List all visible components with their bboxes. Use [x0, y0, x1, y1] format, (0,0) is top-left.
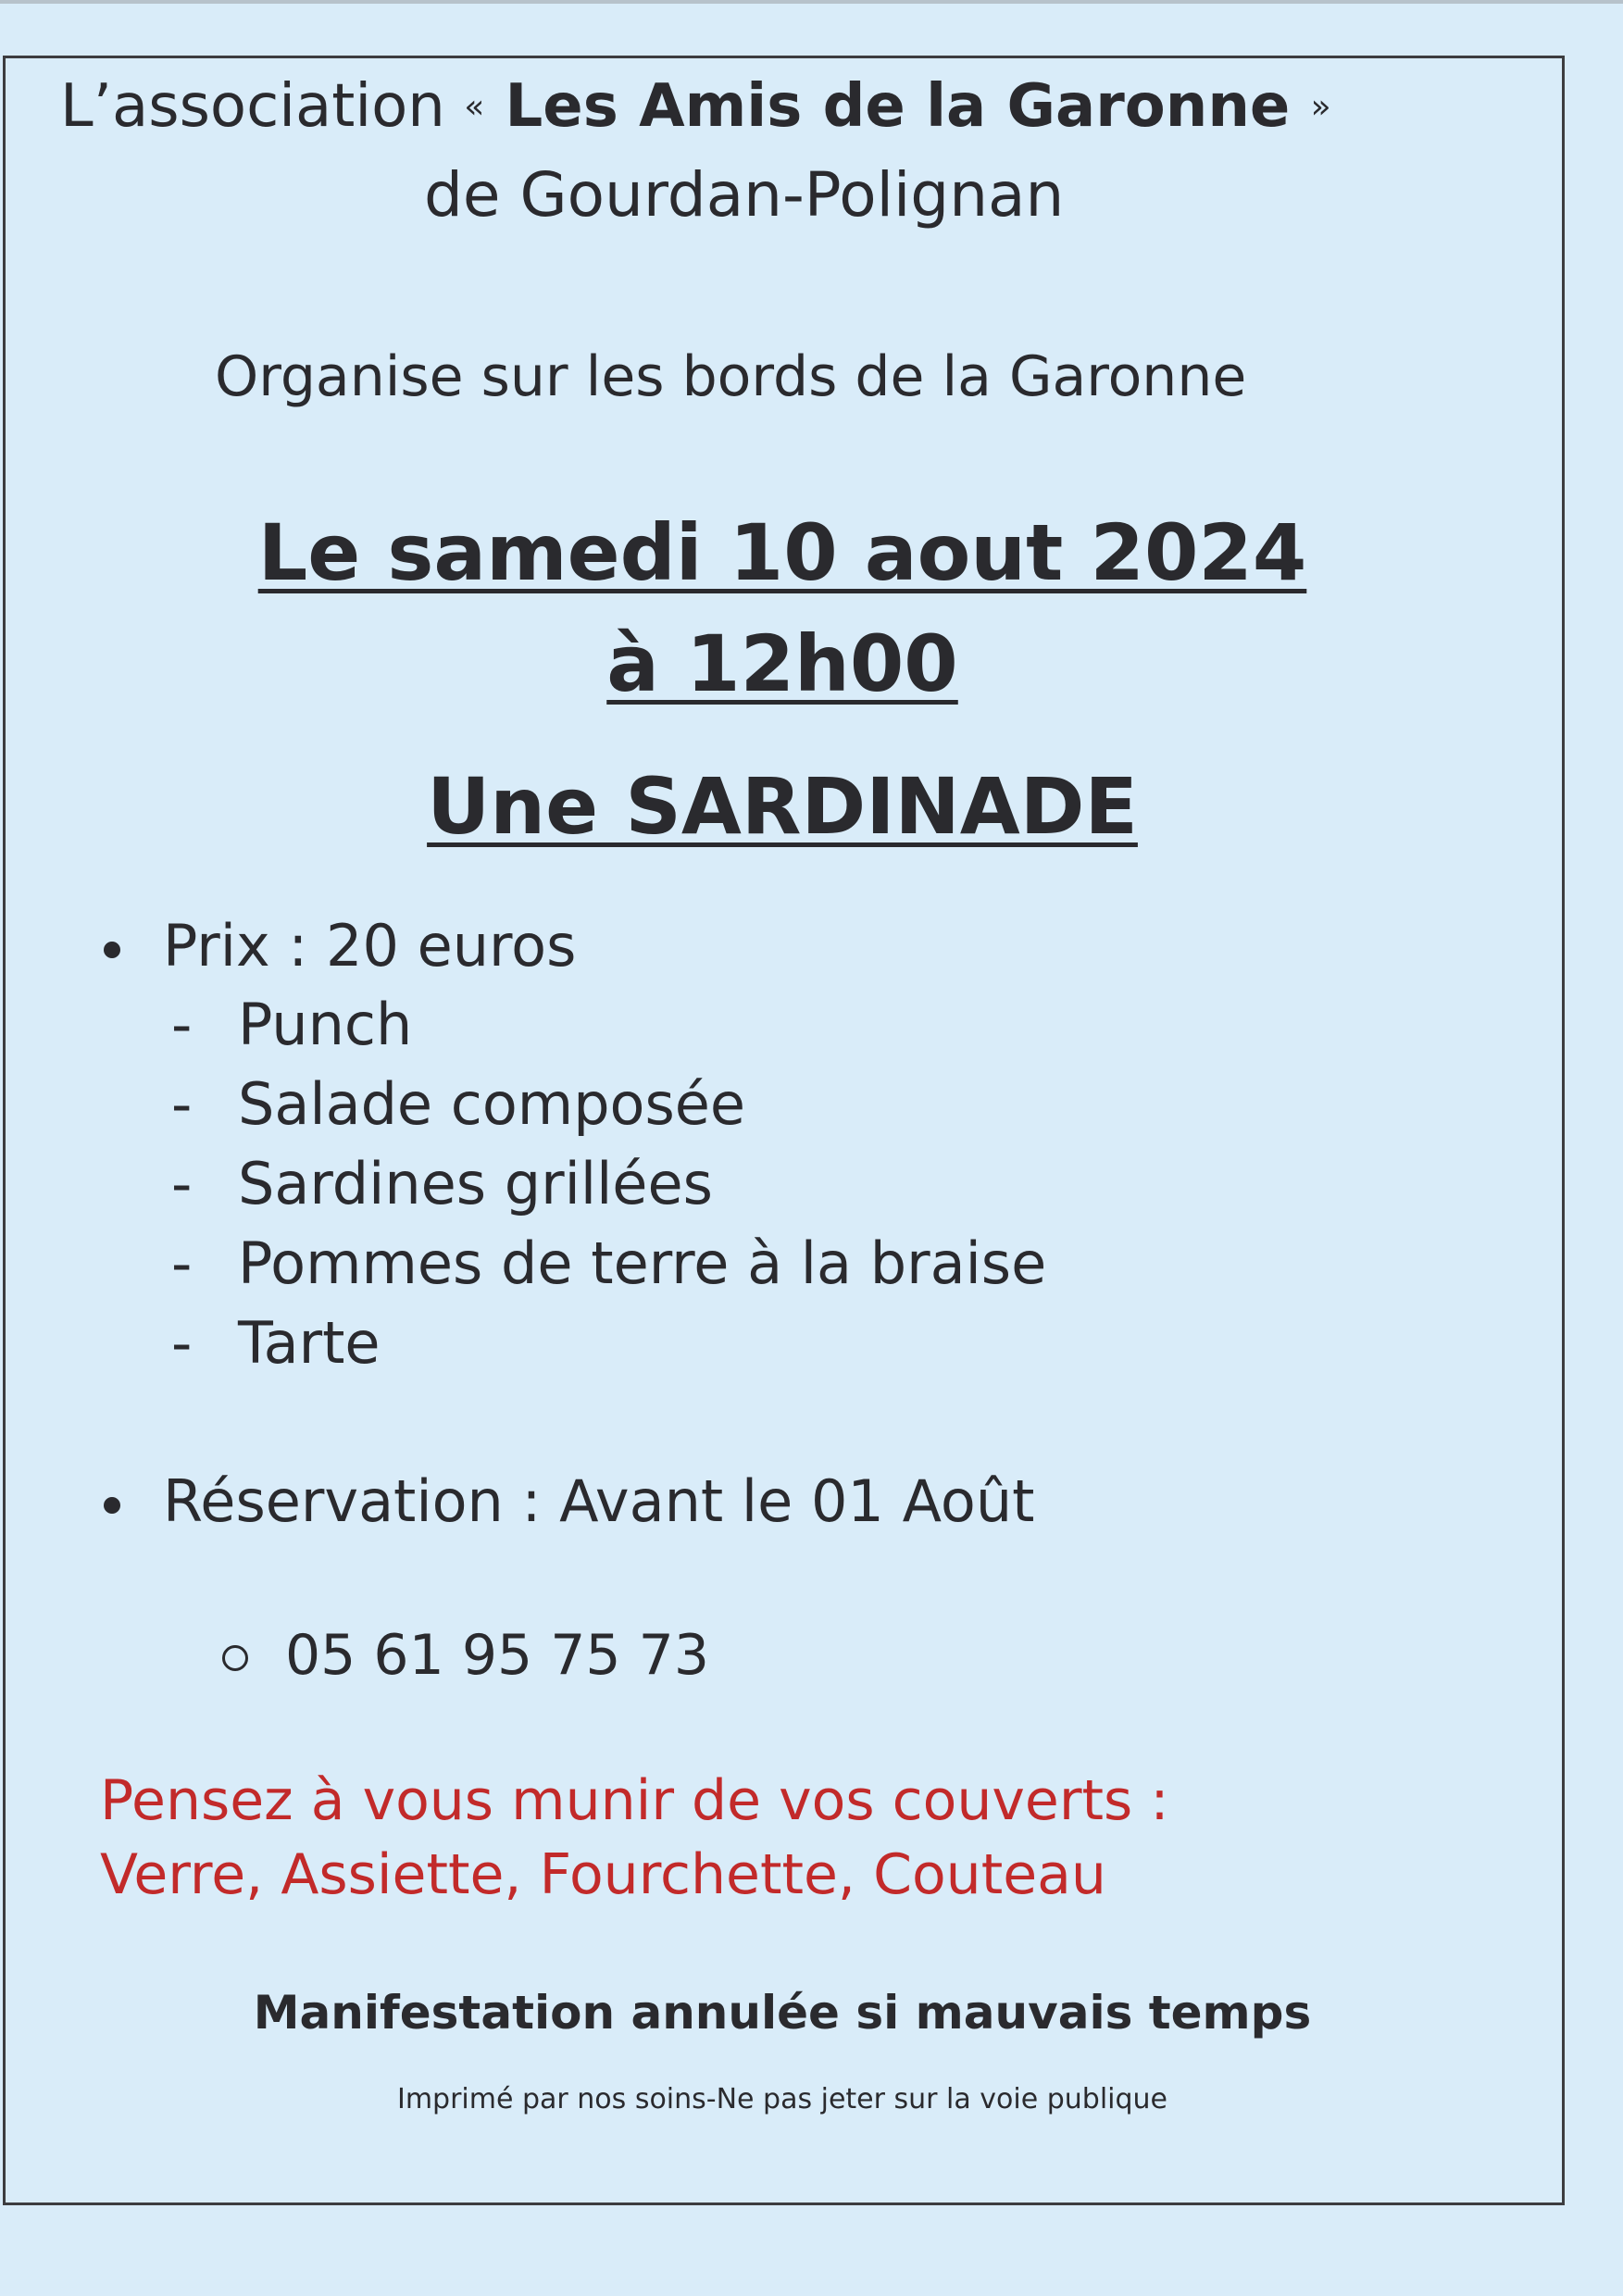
association-location: de Gourdan-Polignan [424, 159, 1065, 231]
menu-item-label: Salade composée [238, 1070, 746, 1138]
event-time [0, 618, 1565, 709]
menu-item [171, 991, 412, 1058]
printed-note: Imprimé par nos soins-Ne pas jeter sur la voie publique [396, 2083, 1168, 2115]
reservation-label: Réservation : Avant le 01 Août [163, 1467, 1035, 1535]
menu-item [171, 1150, 713, 1217]
phone-number: 05 61 95 75 73 [285, 1623, 710, 1688]
menu-item-label: Tarte [238, 1309, 381, 1377]
dash-icon: - [171, 1309, 193, 1377]
menu-item-label: Punch [238, 991, 413, 1058]
association-prefix: L’association [60, 72, 465, 141]
circle-bullet-icon [222, 1645, 248, 1671]
bullet-dot-icon [104, 1497, 120, 1514]
price-bullet [100, 912, 576, 980]
reservation-phone [222, 1623, 709, 1688]
menu-item [171, 1309, 381, 1377]
reminder-line-2: Verre, Assiette, Fourchette, Couteau [100, 1842, 1106, 1907]
cancel-notice: Manifestation annulée si mauvais temps [253, 1986, 1312, 2040]
menu-item-label: Pommes de terre à la braise [238, 1229, 1047, 1297]
association-title [60, 72, 1331, 141]
reminder-line-1: Pensez à vous munir de vos couverts : [100, 1768, 1169, 1833]
event-name [0, 761, 1565, 852]
page-top-edge [0, 0, 1623, 4]
dash-icon: - [171, 1150, 193, 1217]
event-date [0, 507, 1565, 598]
menu-item [171, 1229, 1046, 1297]
price-label: Prix : 20 euros [163, 912, 577, 980]
quote-close: » [1310, 88, 1331, 126]
intro-text: Organise sur les bords de la Garonne [215, 344, 1247, 409]
dash-icon: - [171, 1070, 193, 1138]
bullet-dot-icon [104, 942, 120, 958]
event-date-text: Le samedi 10 aout 2024 [257, 507, 1307, 598]
menu-item-label: Sardines grillées [238, 1150, 713, 1217]
event-name-text: Une SARDINADE [427, 761, 1138, 852]
dash-icon: - [171, 991, 193, 1058]
association-name: Les Amis de la Garonne [484, 72, 1311, 141]
dash-icon: - [171, 1229, 193, 1297]
reservation-bullet [100, 1467, 1034, 1535]
menu-item [171, 1070, 745, 1138]
event-time-text: à 12h00 [606, 618, 958, 709]
quote-open: « [464, 88, 485, 126]
